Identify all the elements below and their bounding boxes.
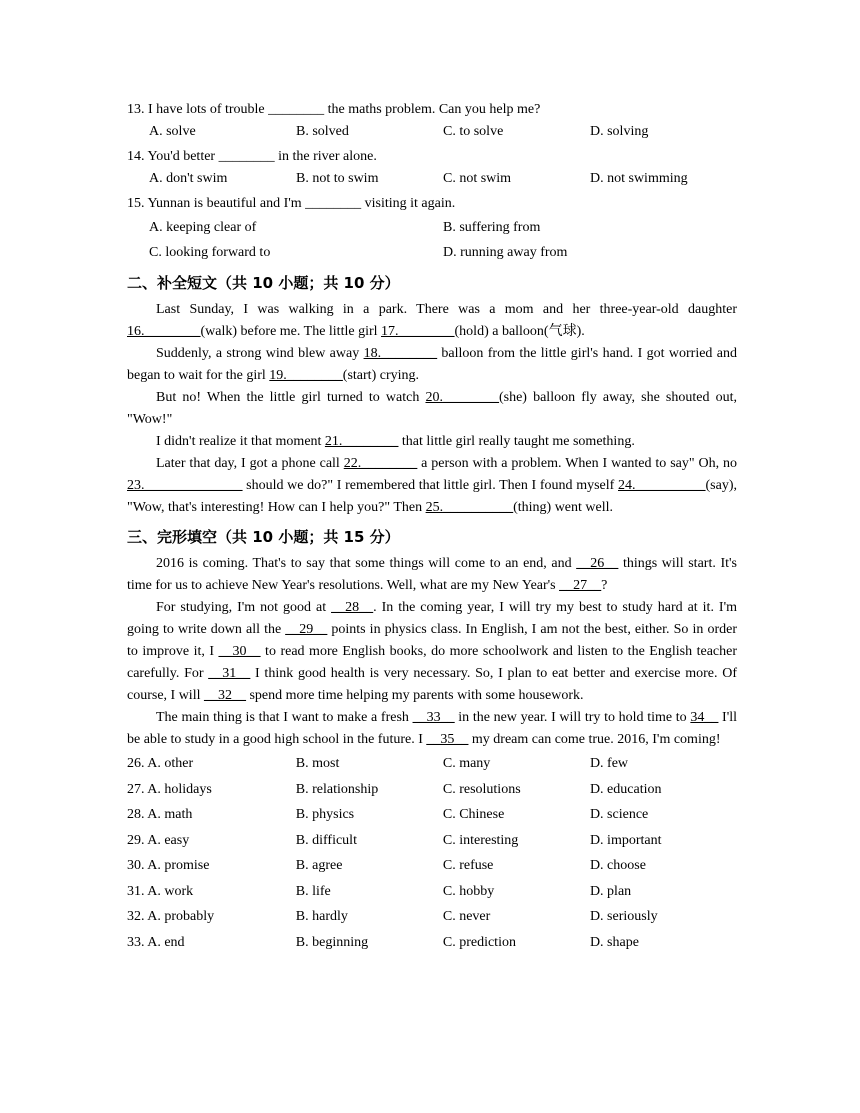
blank-30: __30__ (218, 644, 261, 659)
answer-row-33: 33. A. end B. beginning C. prediction D. shape (127, 934, 639, 950)
passage-paragraph-5: Later that day, I got a phone call 22.________ a person with a problem. When I wanted to say" Oh, no 23.______________ should we do?" I remembered that little girl. Then I found myself 24.__________(say), "Wow, that's interesting! How can I help you?" Then 25.__________(thing) went well. (127, 456, 737, 515)
option-a: A. keeping clear of (149, 220, 257, 235)
option-a: A. don't swim (149, 171, 228, 186)
question-15-options-row1 (127, 215, 737, 240)
passage-paragraph-3: But no! When the little girl turned to watch 20.________(she) balloon fly away, she shouted out, "Wow!" (127, 390, 737, 427)
question-13: 13. I have lots of trouble ________ the maths problem. Can you help me? (127, 102, 541, 117)
question-14: 14. You'd better ________ in the river alone. (127, 149, 377, 164)
blank-26: __26__ (576, 556, 619, 571)
blank-34: 34__ (690, 710, 719, 725)
section-2-heading: 二、补全短文（共 10 小题；共 10 分） (127, 274, 400, 292)
option-b: B. not to swim (296, 171, 379, 186)
blank-22: 22.________ (343, 456, 418, 471)
section-3-heading: 三、完形填空（共 10 小题；共 15 分） (127, 528, 400, 546)
option-d: D. not swimming (590, 171, 688, 186)
blank-27: __27__ (559, 578, 602, 593)
blank-21: 21.________ (324, 434, 399, 449)
question-14-options (127, 168, 737, 190)
option-d: D. solving (590, 124, 649, 139)
answer-row-31: 31. A. work B. life C. hobby D. plan (127, 883, 632, 899)
cloze-paragraph-1: 2016 is coming. That's to say that some things will come to an end, and __26__ things will start. It's time for us to achieve New Year's resolutions. Well, what are my New Year's __27__? (127, 556, 737, 593)
option-b: B. solved (296, 124, 349, 139)
question-13-options (127, 121, 737, 143)
blank-29: __29__ (285, 622, 328, 637)
option-c: C. looking forward to (149, 245, 271, 260)
blank-31: __31__ (208, 666, 251, 681)
cloze-answer-options (127, 751, 737, 955)
answer-row-27: 27. A. holidays B. relationship C. resolutions D. education (127, 781, 662, 797)
question-15-options-row2 (127, 240, 737, 265)
answer-row-32: 32. A. probably B. hardly C. never D. seriously (127, 909, 658, 924)
question-15: 15. Yunnan is beautiful and I'm ________ visiting it again. (127, 196, 456, 211)
blank-20: 20.________ (425, 390, 499, 405)
option-a: A. solve (149, 124, 196, 139)
passage-paragraph-1: Last Sunday, I was walking in a park. There was a mom and her three-year-old daughter 16.________(walk) before me. The little girl 17.________(hold) a balloon(气球). (127, 302, 737, 339)
blank-28: __28__ (331, 600, 374, 615)
blank-25: 25.__________ (425, 500, 514, 515)
answer-row-28: 28. A. math B. physics C. Chinese D. science (127, 807, 649, 822)
blank-35: __35__ (426, 732, 469, 747)
option-c: C. not swim (443, 171, 512, 186)
passage-paragraph-2: Suddenly, a strong wind blew away 18.________ balloon from the little girl's hand. I got worried and began to wait for the girl 19.________(start) crying. (127, 346, 737, 383)
blank-17: 17.________ (381, 324, 455, 339)
option-d: D. running away from (443, 245, 568, 260)
answer-row-30: 30. A. promise B. agree C. refuse D. choose (127, 858, 646, 873)
answer-row-26: 26. A. other B. most C. many D. few (127, 756, 629, 771)
blank-23: 23.______________ (127, 478, 243, 493)
blank-18: 18.________ (363, 346, 438, 361)
cloze-paragraph-2: For studying, I'm not good at __28__. In the coming year, I will try my best to study hard at it. I'm going to write down all the __29__ points in physics class. In English, I am not the best, either. So in order to improve it, I __30__ to read more English books, do more schoolwork and listen to the English teacher carefully. For __31__ I think good health is very necessary. So, I plan to eat better and exercise more. Of course, I will __32__ spend more time helping my parents with some housework. (127, 600, 737, 703)
blank-19: 19.________ (269, 368, 343, 383)
cloze-paragraph-3: The main thing is that I want to make a fresh __33__ in the new year. I will try to hold time to 34__ I'll be able to study in a good high school in the future. I __35__ my dream can come true. 2016, I'm coming! (127, 710, 737, 747)
option-b: B. suffering from (443, 220, 541, 235)
blank-24: 24.__________ (618, 478, 706, 493)
blank-32: __32__ (203, 688, 246, 703)
exam-page (127, 99, 737, 955)
passage-paragraph-4: I didn't realize it that moment 21.________ that little girl really taught me something. (156, 434, 635, 449)
blank-33: __33__ (412, 710, 455, 725)
answer-row-29: 29. A. easy B. difficult C. interesting D. important (127, 832, 662, 848)
blank-16: 16.________ (127, 324, 201, 339)
option-c: C. to solve (443, 124, 504, 139)
